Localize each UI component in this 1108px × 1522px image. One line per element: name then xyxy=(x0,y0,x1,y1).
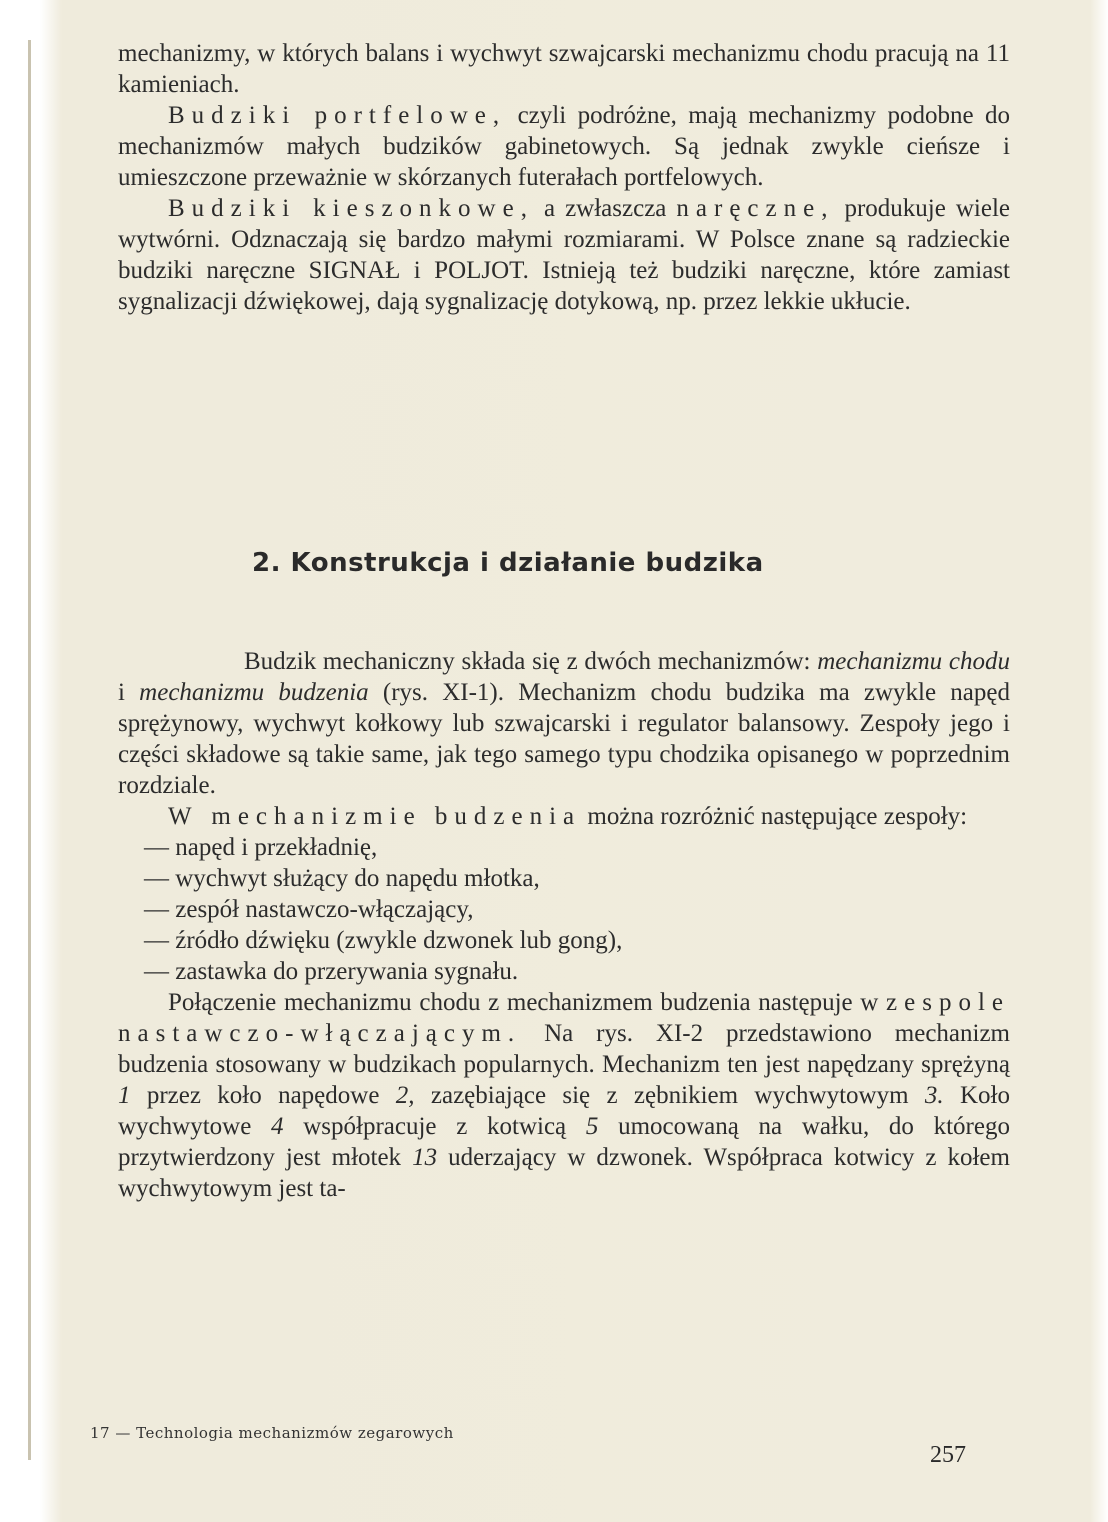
italic-term: mechanizmu budzenia xyxy=(139,679,369,706)
paragraph-intro xyxy=(118,646,1010,801)
spaced-term: Budziki kieszonkowe, xyxy=(168,195,534,222)
paragraph-portfelowe xyxy=(118,100,1010,193)
paragraph-text: Połączenie mechanizmu chodu z mechanizmem budzenia następuje w xyxy=(168,989,887,1016)
spaced-term: naręczne, xyxy=(676,195,835,222)
part-number: 4 xyxy=(271,1113,284,1140)
list-item: — zespół nastawczo-włączający, xyxy=(144,894,1010,925)
list-item: — napęd i przekładnię, xyxy=(144,832,1010,863)
part-number: 3. xyxy=(924,1082,944,1109)
top-text-block xyxy=(118,38,1010,317)
paragraph-text: przez koło napędowe xyxy=(130,1082,396,1109)
paragraph-continuation: mechanizmy, w których balans i wychwyt szwajcarski mechanizmu chodu pracują na 11 kamieniach. xyxy=(118,40,1010,98)
paragraph-text: Na rys. XI-2 przedstawiono mechanizm budzenia stosowany w budzikach popularnych. Mechanizm ten jest napędzany sprężyną xyxy=(118,1020,1010,1078)
list-item: — wychwyt służący do napędu młotka, xyxy=(144,863,1010,894)
paragraph-text: zazębiające się z zębnikiem wychwytowym xyxy=(414,1082,925,1109)
paragraph-budzenia xyxy=(118,801,1010,832)
part-number: 1 xyxy=(118,1082,131,1109)
main-text-block xyxy=(118,646,1010,1204)
spaced-term: zespole nastawczo-włączającym. xyxy=(118,989,1010,1047)
paragraph-text: umocowaną na wałku, do którego przytwierdzony jest młotek xyxy=(118,1113,1010,1171)
paragraph-text: i xyxy=(118,679,140,706)
part-number: 2, xyxy=(395,1082,415,1109)
part-number: 13 xyxy=(412,1144,438,1171)
spaced-term: W mechanizmie budzenia xyxy=(168,803,582,830)
paragraph-text: Budzik mechaniczny składa się z dwóch mechanizmów: xyxy=(244,648,818,675)
paragraph-text: produkuje wiele wytwórni. Odznaczają się bardzo małymi rozmiarami. W Polsce znane są radzieckie budziki naręczne SIGNAŁ i POLJOT. Istnieją też budziki naręczne, które zamiast sygnalizacji dźwiękowej, dają sygnalizację dotykową, np. przez lekkie ukłucie. xyxy=(118,195,1011,315)
paragraph-polaczenie xyxy=(118,987,1010,1204)
paragraph-text: a zwłaszcza xyxy=(533,195,677,222)
section-heading: 2. Konstrukcja i działanie budzika xyxy=(252,548,764,578)
component-list xyxy=(118,832,1010,987)
paragraph-text: czyli podróżne, mają mechanizmy podobne do mechanizmów małych budzików gabinetowych. Są jednak zwykle cieńsze i umieszczone przeważnie w skórzanych futerałach portfelowych. xyxy=(118,102,1010,191)
paragraph-text: można rozróżnić następujące zespoły: xyxy=(581,803,968,830)
paragraph-kieszonkowe xyxy=(118,193,1010,317)
spaced-term: Budziki portfelowe, xyxy=(168,102,507,129)
page-fold-shadow xyxy=(28,40,31,1460)
list-item: — zastawka do przerywania sygnału. xyxy=(144,956,1010,987)
paragraph-text: (rys. XI-1). Mechanizm chodu budzika ma zwykle napęd sprężynowy, wychwyt kołkowy lub szwajcarski i regulator balansowy. Zespoły jego i części składowe są takie same, jak tego samego typu chodzika opisanego w poprzednim rozdziale. xyxy=(118,679,1010,799)
paragraph-text: Koło wychwytowe xyxy=(118,1082,1010,1140)
page-number: 257 xyxy=(930,1442,966,1468)
part-number: 5 xyxy=(585,1113,599,1140)
paragraph-text: współpracuje z kotwicą xyxy=(283,1113,586,1140)
italic-term: mechanizmu chodu xyxy=(817,648,1010,675)
list-item: — źródło dźwięku (zwykle dzwonek lub gong), xyxy=(144,925,1010,956)
footer-signature: 17 — Technologia mechanizmów zegarowych xyxy=(90,1424,454,1442)
paragraph-text: uderzający w dzwonek. Współpraca kotwicy z kołem wychwytowym jest ta- xyxy=(118,1144,1010,1202)
